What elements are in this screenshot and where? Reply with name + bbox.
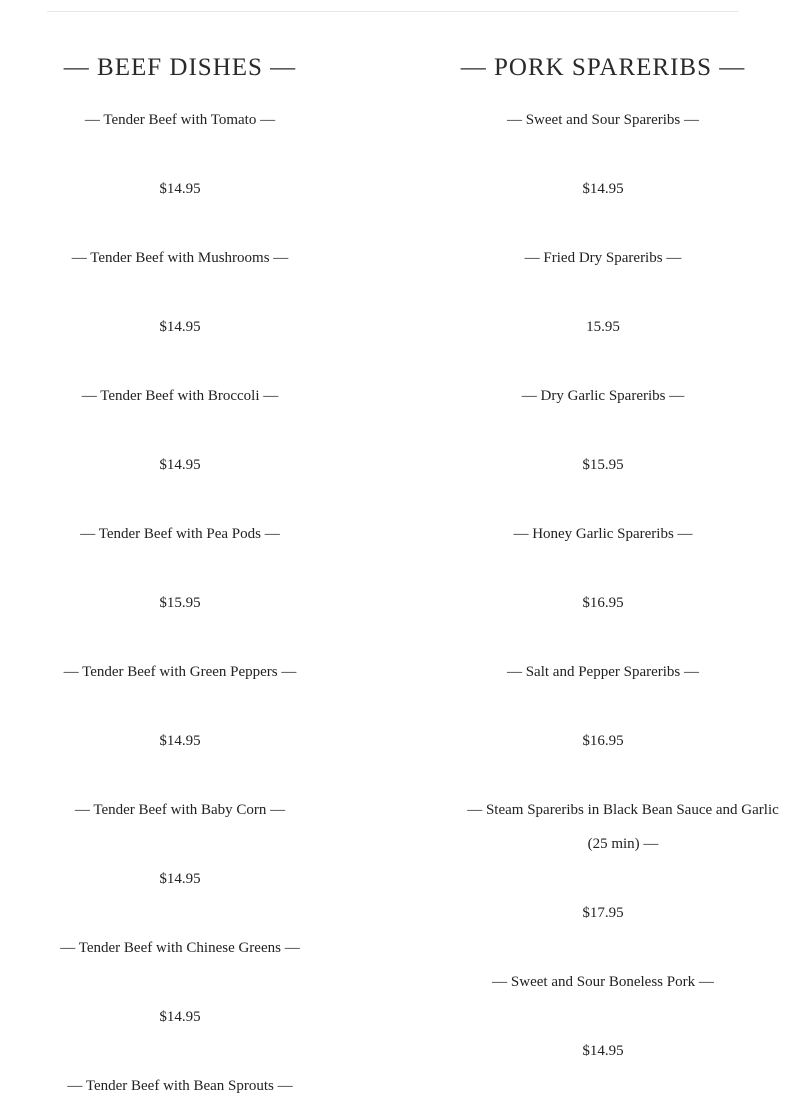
menu-item-name: — Tender Beef with Baby Corn — [74,802,286,818]
menu-item-name: — Tender Beef with Broccoli — [81,388,279,404]
menu-item-name: — Honey Garlic Spareribs — [513,526,693,542]
menu-item-price: $17.95 [582,905,624,921]
menu-item-price: 15.95 [586,319,620,335]
menu-item-price: $16.95 [582,733,624,749]
menu-item-name: — Sweet and Sour Spareribs — [506,112,700,128]
menu-item-price: $16.95 [582,595,624,611]
menu-item-price: $14.95 [582,1043,624,1059]
menu-item-name: — Steam Spareribs in Black Bean Sauce and Garlic (25 min) — [467,802,779,852]
menu-item-name: — Tender Beef with Bean Sprouts — [67,1078,293,1094]
menu-item-name: — Tender Beef with Chinese Greens — [60,940,300,956]
menu-item-price: $14.95 [582,181,624,197]
menu-item-price: $14.95 [159,1009,201,1025]
menu-item-name: — Tender Beef with Mushrooms — [71,250,289,266]
menu-item-name: — Tender Beef with Pea Pods — [80,526,280,542]
beef-dishes-heading: — BEEF DISHES — [63,54,297,81]
menu-item-name: — Tender Beef with Tomato — [84,112,276,128]
menu-item-name: — Dry Garlic Spareribs — [521,388,685,404]
menu-item-price: $14.95 [159,733,201,749]
menu-item-price: $14.95 [159,319,201,335]
menu-item-name: — Salt and Pepper Spareribs — [506,664,700,680]
menu-item-price: $15.95 [582,457,624,473]
menu-item-name: — Fried Dry Spareribs — [524,250,682,266]
menu-item-price: $14.95 [159,871,201,887]
pork-spareribs-heading: — PORK SPARERIBS — [460,54,746,81]
menu-item-price: $15.95 [159,595,201,611]
menu-item-price: $14.95 [159,457,201,473]
menu-item-name: — Tender Beef with Green Peppers — [63,664,297,680]
menu-item-name: — Sweet and Sour Boneless Pork — [492,974,714,990]
menu-item-price: $14.95 [159,181,201,197]
top-divider [47,11,738,12]
